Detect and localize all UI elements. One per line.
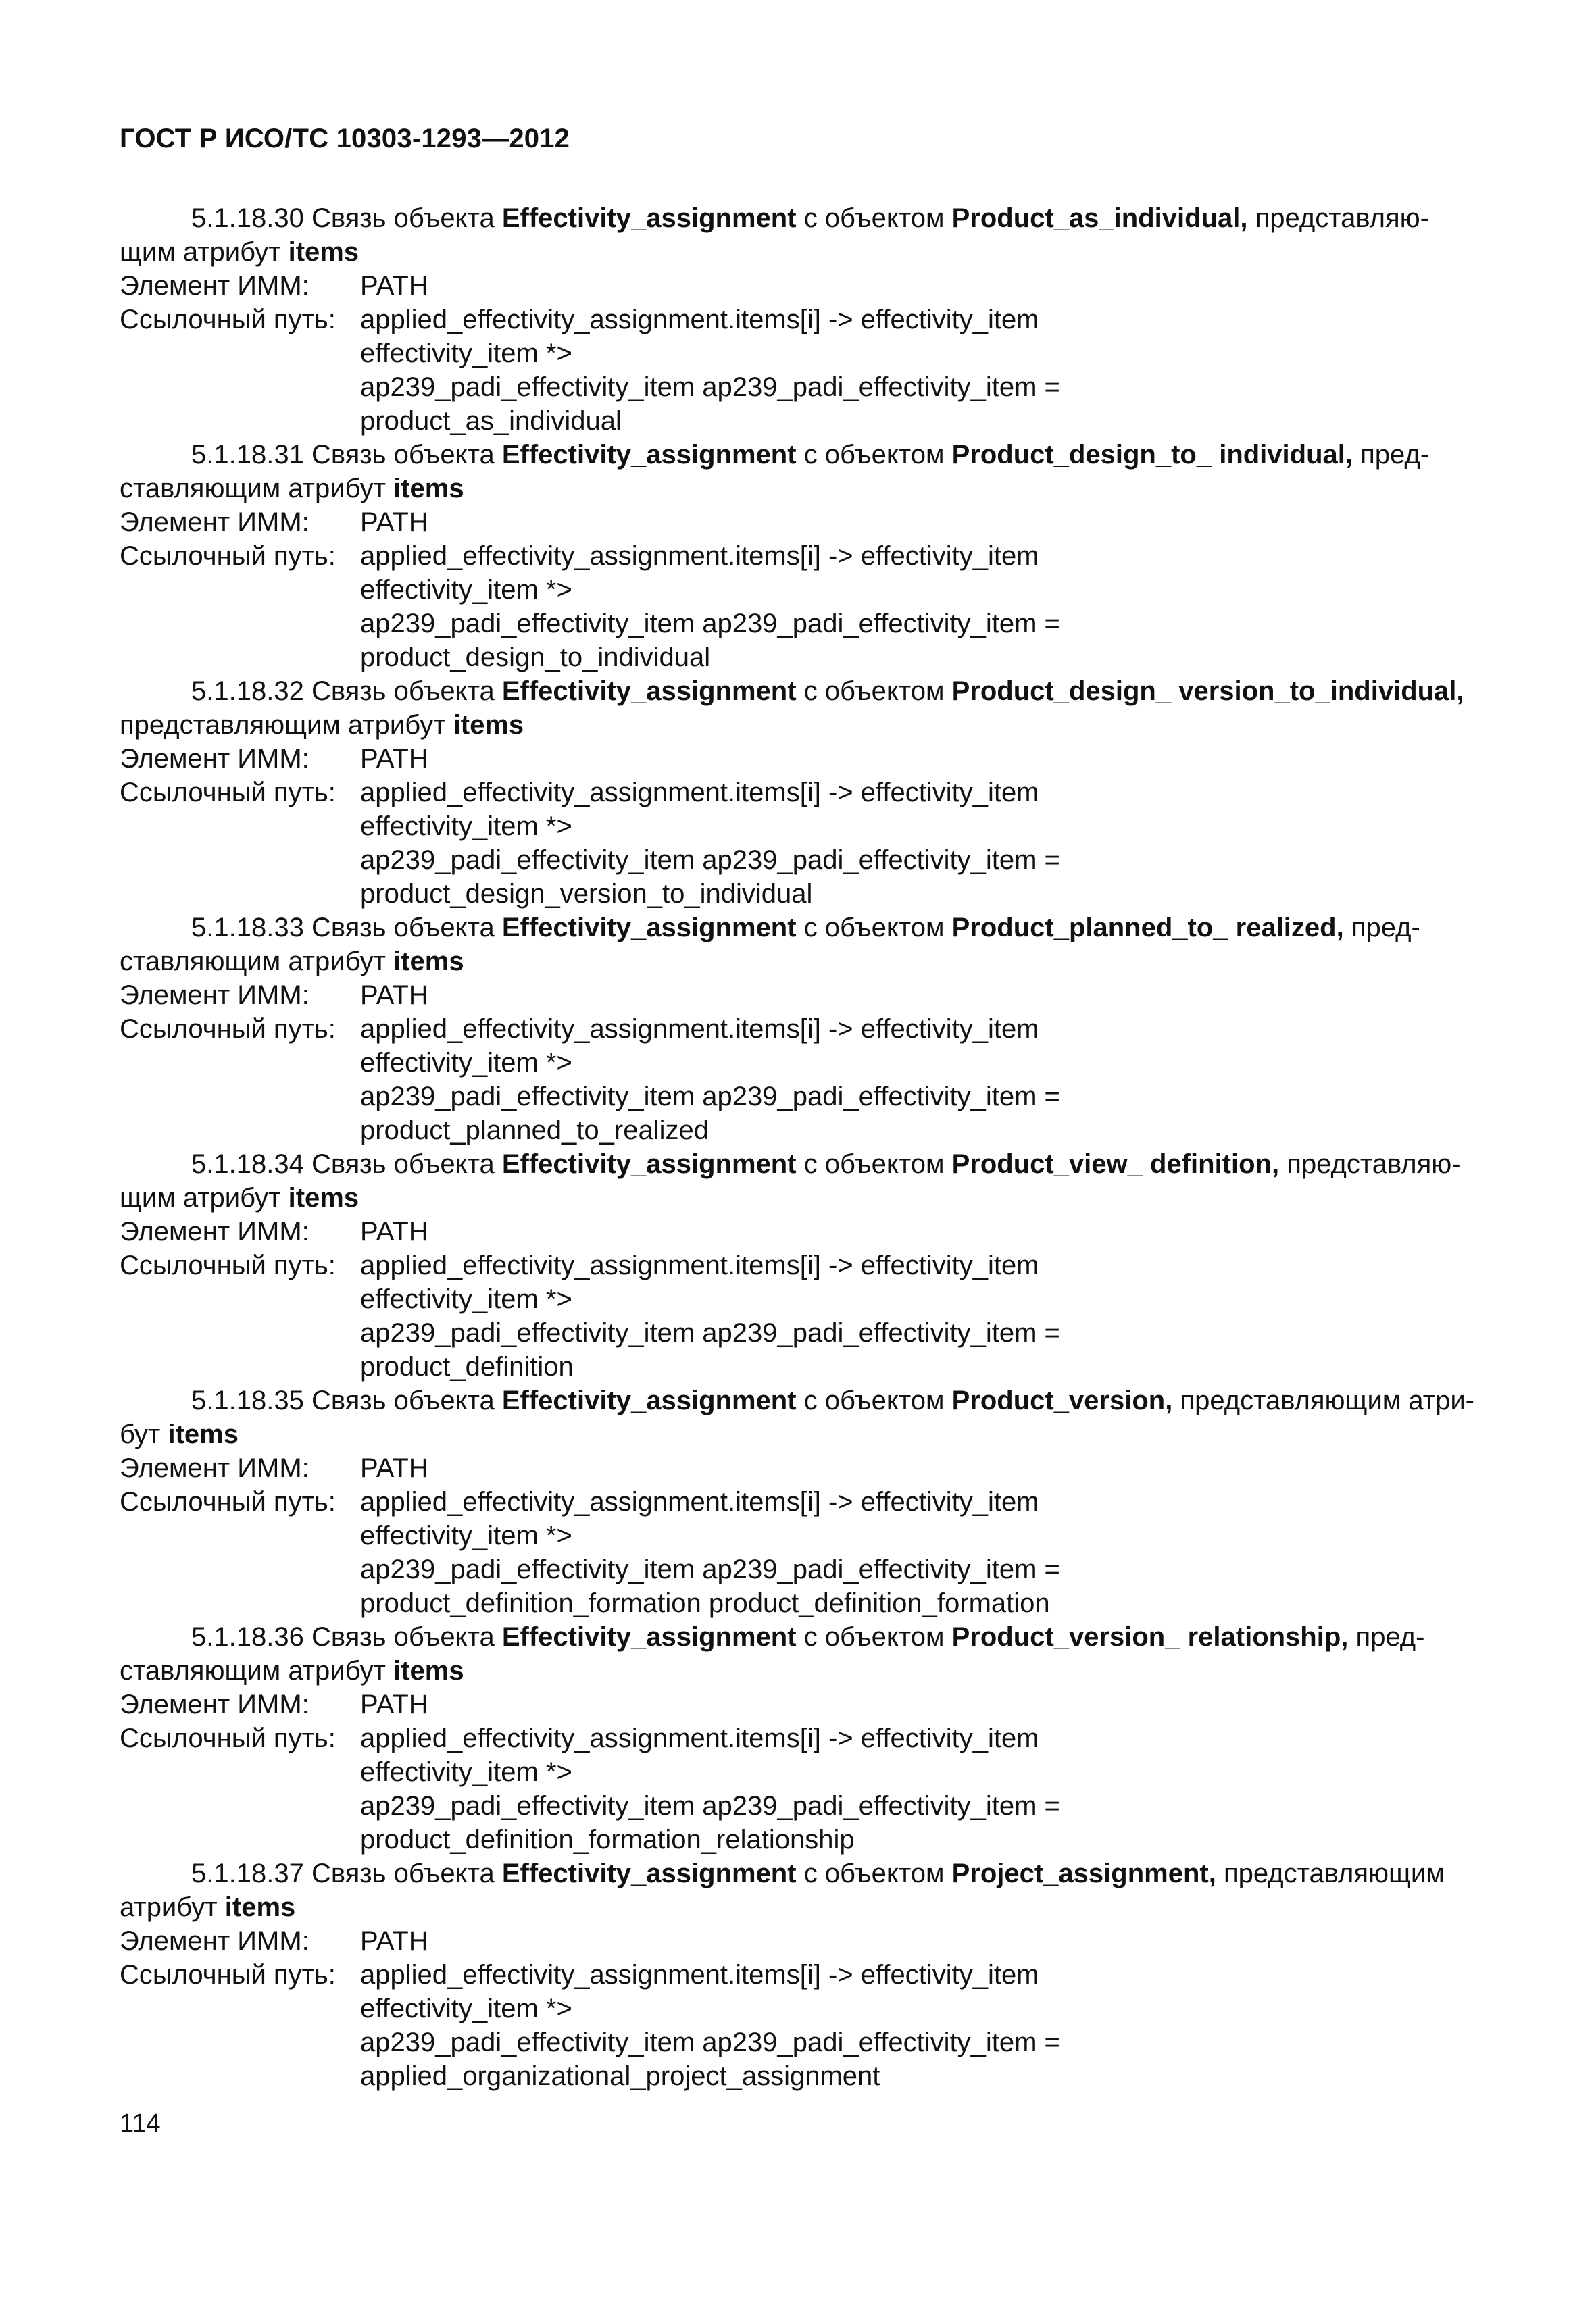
clause-number: 5.1.18.30	[191, 203, 304, 233]
path-row	[120, 1721, 1476, 1755]
element-value: PATH	[360, 1453, 428, 1483]
clause-heading	[120, 438, 1476, 505]
path-line: product_definition_formation_relationship	[360, 1825, 855, 1855]
element-value: PATH	[360, 271, 428, 301]
path-row	[120, 539, 1476, 573]
document-header: ГОСТ Р ИСО/ТС 10303-1293—2012	[120, 124, 570, 153]
path-row	[120, 303, 1476, 336]
clause-middle: с объектом	[803, 1859, 945, 1888]
element-row	[120, 1688, 1476, 1721]
clause-section	[120, 1384, 1476, 1620]
path-line: effectivity_item *>	[360, 1284, 572, 1314]
element-value: PATH	[360, 507, 428, 537]
path-line: product_design_to_individual	[360, 643, 711, 672]
target-entity-name: Product_view_ definition,	[951, 1149, 1280, 1179]
clause-section	[120, 1857, 1476, 2093]
path-line: applied_effectivity_assignment.items[i] -> effectivity_item	[360, 1487, 1039, 1517]
clause-heading	[120, 201, 1476, 269]
clause-suffix: представляющим	[1223, 1859, 1445, 1888]
element-label: Элемент ИММ:	[120, 1453, 309, 1483]
path-row	[120, 776, 1476, 809]
clause-number: 5.1.18.33	[191, 913, 304, 942]
clause-prefix: Связь объекта	[311, 440, 495, 470]
path-line: effectivity_item *>	[360, 1994, 572, 2023]
entity-name: Effectivity_assignment	[501, 440, 797, 470]
element-value: PATH	[360, 1217, 428, 1247]
clause-prefix: Связь объекта	[311, 1386, 495, 1415]
path-label: Ссылочный путь:	[120, 1251, 336, 1280]
path-line: applied_effectivity_assignment.items[i] -> effectivity_item	[360, 778, 1039, 807]
path-row	[120, 1485, 1476, 1519]
clause-section	[120, 674, 1476, 911]
path-row	[120, 1249, 1476, 1282]
clause-middle: с объектом	[803, 440, 945, 470]
path-line: ap239_padi_effectivity_item ap239_padi_effectivity_item =	[360, 1082, 1060, 1111]
clause-suffix: представляющим атри-	[1180, 1386, 1474, 1415]
element-value: PATH	[360, 1690, 428, 1719]
path-line: product_as_individual	[360, 406, 622, 436]
clause-number: 5.1.18.36	[191, 1622, 304, 1652]
target-entity-name: Product_as_individual,	[951, 203, 1248, 233]
path-line: applied_effectivity_assignment.items[i] -> effectivity_item	[360, 1251, 1039, 1280]
clause-suffix-continued: бут	[120, 1419, 161, 1449]
clause-heading	[120, 674, 1476, 742]
page-number: 114	[120, 2109, 161, 2138]
path-label: Ссылочный путь:	[120, 1724, 336, 1753]
target-entity-name: Product_version_ relationship,	[951, 1622, 1349, 1652]
target-entity-name: Product_version,	[951, 1386, 1173, 1415]
clause-section	[120, 1147, 1476, 1384]
element-value: PATH	[360, 1926, 428, 1956]
attribute-name: items	[168, 1419, 239, 1449]
entity-name: Effectivity_assignment	[501, 1386, 797, 1415]
entity-name: Effectivity_assignment	[501, 913, 797, 942]
attribute-name: items	[288, 237, 359, 267]
clause-section	[120, 911, 1476, 1147]
clause-heading	[120, 1620, 1476, 1688]
clause-prefix: Связь объекта	[311, 1149, 495, 1179]
element-value: PATH	[360, 980, 428, 1010]
clause-suffix-continued: щим атрибут	[120, 1183, 281, 1213]
path-line: ap239_padi_effectivity_item ap239_padi_effectivity_item =	[360, 1791, 1060, 1821]
clause-prefix: Связь объекта	[311, 676, 495, 706]
clause-middle: с объектом	[803, 1622, 945, 1652]
path-line: applied_organizational_project_assignment	[360, 2061, 880, 2091]
path-line: applied_effectivity_assignment.items[i] -> effectivity_item	[360, 1014, 1039, 1044]
clause-heading	[120, 1384, 1476, 1451]
element-label: Элемент ИММ:	[120, 1690, 309, 1719]
path-line: ap239_padi_effectivity_item ap239_padi_effectivity_item =	[360, 372, 1060, 402]
path-line: product_planned_to_realized	[360, 1115, 709, 1145]
target-entity-name: Product_design_ version_to_individual,	[951, 676, 1464, 706]
path-line: applied_effectivity_assignment.items[i] -> effectivity_item	[360, 1960, 1039, 1990]
clause-suffix-continued: ставляющим атрибут	[120, 474, 386, 503]
clause-middle: с объектом	[803, 1149, 945, 1179]
clause-heading	[120, 1857, 1476, 1924]
clause-number: 5.1.18.35	[191, 1386, 304, 1415]
clause-suffix: пред-	[1355, 1622, 1425, 1652]
path-line: applied_effectivity_assignment.items[i] -> effectivity_item	[360, 541, 1039, 571]
clause-number: 5.1.18.34	[191, 1149, 304, 1179]
element-value: PATH	[360, 744, 428, 774]
path-label: Ссылочный путь:	[120, 778, 336, 807]
attribute-name: items	[393, 474, 464, 503]
entity-name: Effectivity_assignment	[501, 1859, 797, 1888]
path-line: product_definition_formation product_definition_formation	[360, 1588, 1050, 1618]
clause-number: 5.1.18.32	[191, 676, 304, 706]
element-label: Элемент ИММ:	[120, 1217, 309, 1247]
path-line: effectivity_item *>	[360, 1757, 572, 1787]
path-line: ap239_padi_effectivity_item ap239_padi_effectivity_item =	[360, 1318, 1060, 1348]
entity-name: Effectivity_assignment	[501, 1622, 797, 1652]
entity-name: Effectivity_assignment	[501, 676, 797, 706]
path-line: product_definition	[360, 1352, 574, 1382]
clause-heading	[120, 911, 1476, 978]
entity-name: Effectivity_assignment	[501, 1149, 797, 1179]
element-label: Элемент ИММ:	[120, 980, 309, 1010]
path-line: applied_effectivity_assignment.items[i] -> effectivity_item	[360, 1724, 1039, 1753]
entity-name: Effectivity_assignment	[501, 203, 797, 233]
clause-suffix-continued: ставляющим атрибут	[120, 1656, 386, 1686]
target-entity-name: Product_planned_to_ realized,	[951, 913, 1344, 942]
attribute-name: items	[453, 710, 524, 740]
path-line: ap239_padi_effectivity_item ap239_padi_effectivity_item =	[360, 1555, 1060, 1584]
document-body	[120, 201, 1476, 2093]
clause-middle: с объектом	[803, 203, 945, 233]
clause-prefix: Связь объекта	[311, 203, 495, 233]
path-line: effectivity_item *>	[360, 1521, 572, 1551]
clause-suffix-continued: атрибут	[120, 1892, 218, 1922]
element-label: Элемент ИММ:	[120, 1926, 309, 1956]
clause-suffix-continued: щим атрибут	[120, 237, 281, 267]
clause-heading	[120, 1147, 1476, 1215]
element-row	[120, 505, 1476, 539]
target-entity-name: Product_design_to_ individual,	[951, 440, 1353, 470]
path-label: Ссылочный путь:	[120, 1014, 336, 1044]
clause-section	[120, 201, 1476, 438]
clause-suffix: представляю-	[1287, 1149, 1461, 1179]
element-row	[120, 978, 1476, 1012]
clause-suffix: представляю-	[1255, 203, 1429, 233]
element-row	[120, 1215, 1476, 1249]
clause-suffix: пред-	[1351, 913, 1420, 942]
clause-middle: с объектом	[803, 1386, 945, 1415]
path-line: applied_effectivity_assignment.items[i] -> effectivity_item	[360, 305, 1039, 334]
path-label: Ссылочный путь:	[120, 1960, 336, 1990]
path-line: effectivity_item *>	[360, 1048, 572, 1078]
path-line: ap239_padi_effectivity_item ap239_padi_effectivity_item =	[360, 845, 1060, 875]
clause-section	[120, 1620, 1476, 1857]
path-label: Ссылочный путь:	[120, 541, 336, 571]
element-row	[120, 1451, 1476, 1485]
path-row	[120, 1012, 1476, 1046]
path-line: ap239_padi_effectivity_item ap239_padi_effectivity_item =	[360, 609, 1060, 638]
clause-middle: с объектом	[803, 913, 945, 942]
element-label: Элемент ИММ:	[120, 271, 309, 301]
clause-number: 5.1.18.37	[191, 1859, 304, 1888]
element-label: Элемент ИММ:	[120, 507, 309, 537]
path-line: effectivity_item *>	[360, 811, 572, 841]
attribute-name: items	[393, 1656, 464, 1686]
clause-middle: с объектом	[803, 676, 945, 706]
path-line: effectivity_item *>	[360, 338, 572, 368]
path-line: product_design_version_to_individual	[360, 879, 813, 909]
attribute-name: items	[393, 947, 464, 976]
clause-section	[120, 438, 1476, 674]
clause-prefix: Связь объекта	[311, 1622, 495, 1652]
clause-suffix: пред-	[1360, 440, 1430, 470]
path-row	[120, 1958, 1476, 1992]
target-entity-name: Project_assignment,	[951, 1859, 1216, 1888]
path-label: Ссылочный путь:	[120, 1487, 336, 1517]
path-label: Ссылочный путь:	[120, 305, 336, 334]
element-row	[120, 1924, 1476, 1958]
clause-number: 5.1.18.31	[191, 440, 304, 470]
element-row	[120, 269, 1476, 303]
element-row	[120, 742, 1476, 776]
attribute-name: items	[224, 1892, 296, 1922]
element-label: Элемент ИММ:	[120, 744, 309, 774]
path-line: ap239_padi_effectivity_item ap239_padi_effectivity_item =	[360, 2028, 1060, 2057]
clause-prefix: Связь объекта	[311, 1859, 495, 1888]
path-line: effectivity_item *>	[360, 575, 572, 605]
clause-prefix: Связь объекта	[311, 913, 495, 942]
clause-suffix-continued: ставляющим атрибут	[120, 947, 386, 976]
attribute-name: items	[288, 1183, 359, 1213]
clause-suffix-continued: представляющим атрибут	[120, 710, 446, 740]
